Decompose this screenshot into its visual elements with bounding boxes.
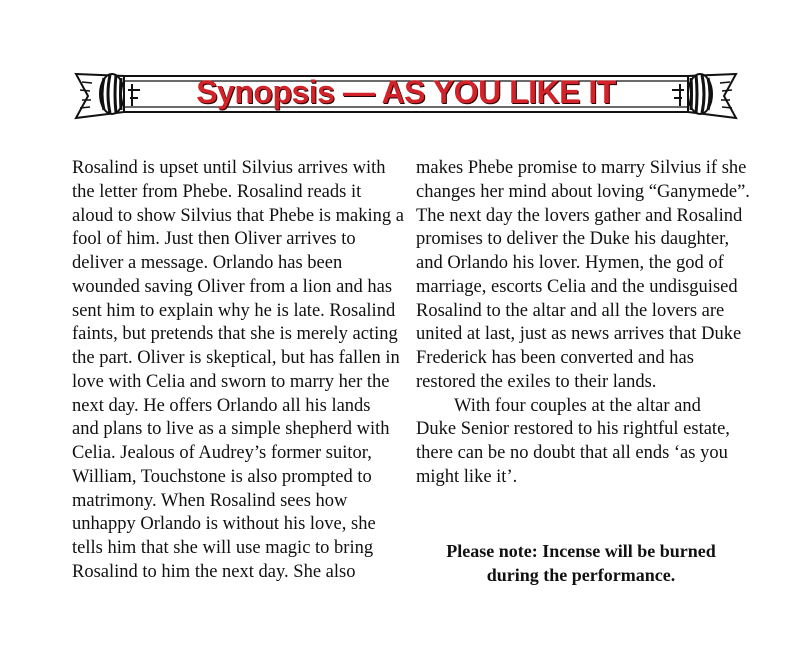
note-line: during the performance. [486,565,676,585]
note-line: Please note: Incense will be burned [446,541,716,561]
text-line: Rosalind to the altar and all the lovers are [416,300,725,321]
incense-note [416,539,746,587]
text-line: Duke Senior restored to his rightful estate, [416,419,730,440]
text-line: sent him to explain why he is late. Rosalind [72,300,396,321]
text-line: the letter from Phebe. Rosalind reads it [72,181,362,202]
text-line: restored the exiles to their lands. [416,371,657,392]
text-line: Frederick has been converted and has [416,348,694,368]
text-line: marriage, escorts Celia and the undisguised [416,276,738,297]
text-line: makes Phebe promise to marry Silvius if she [416,158,747,178]
synopsis-right-column [416,157,756,490]
text-line: William, Touchstone is also prompted to [72,466,372,487]
text-line: With four couples at the altar and [454,395,701,416]
text-line: deliver a message. Orlando has been [72,253,343,273]
text-line: and Orlando his lover. Hymen, the god of [416,253,724,273]
text-line: unhappy Orlando is without his love, she [72,514,376,535]
text-line: Celia. Jealous of Audrey’s former suitor, [72,443,372,463]
text-line: wounded saving Oliver from a lion and has [72,276,393,297]
text-line: there can be no doubt that all ends ‘as you [416,443,728,463]
text-line: united at last, just as news arrives that Duke [416,324,742,345]
text-line: might like it’. [416,466,518,487]
text-line: The next day the lovers gather and Rosalind [416,205,743,226]
closing-paragraph [416,395,756,490]
text-line: fool of him. Just then Oliver arrives to [72,229,356,250]
text-line: the part. Oliver is skeptical, but has fallen in [72,348,400,368]
text-line: matrimony. When Rosalind sees how [72,490,348,511]
text-line: promises to deliver the Duke his daughter, [416,229,730,250]
text-line: next day. He offers Orlando all his lands [72,395,371,416]
text-line: tells him that she will use magic to bring [72,538,374,558]
synopsis-left-column [72,157,402,585]
text-line: Rosalind to him the next day. She also [72,561,356,582]
synopsis-paragraph [72,157,402,585]
text-line: Rosalind is upset until Silvius arrives with [72,158,386,178]
text-line: aloud to show Silvius that Phebe is making a [72,205,404,226]
synopsis-paragraph [416,157,756,395]
text-line: faints, but pretends that she is merely acting [72,324,398,345]
text-line: and plans to live as a simple shepherd with [72,419,390,440]
text-line: changes her mind about loving “Ganymede”. [416,181,750,202]
synopsis-banner [66,60,746,130]
synopsis-title: Synopsis — AS YOU LIKE IT [196,74,616,110]
text-line: love with Celia and sworn to marry her the [72,371,390,392]
